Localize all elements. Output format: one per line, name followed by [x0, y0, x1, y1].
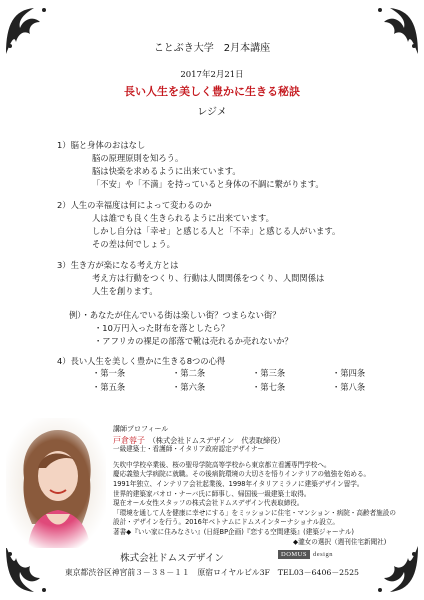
logo-mark: DOMUS: [278, 550, 310, 559]
section-line: しかし自分は「幸せ」と感じる人と「不幸」と感じる人がいます。: [92, 226, 341, 236]
bio-line: 現在オール女性スタッフの株式会社ドムスデザイン代表取締役。: [113, 499, 304, 508]
examples-block: [57, 309, 293, 348]
lecturer-name: 戸倉蓉子: [113, 435, 145, 445]
section-line: その差は何でしょう。: [92, 239, 175, 249]
bio-line: 1991年独立、インテリア会社起業後、1998年イタリアミラノに建築デザイン留学。: [113, 479, 364, 488]
principle-item: ・第三条: [252, 368, 286, 378]
company-name: 株式会社ドムスデザイン: [120, 553, 224, 564]
profile-label: 講師プロフィール: [113, 425, 169, 433]
principles-grid: [92, 367, 392, 393]
bio-line: 慶応義塾大学病院に就職。その後病院環境の大切さを悟りインテリアの勉強を始める。: [113, 470, 371, 479]
section-heading: 3）生き方が楽になる考え方とは: [57, 260, 179, 270]
example-line: ・アフリカの裸足の部落で靴は売れるか売れないか？: [94, 336, 293, 346]
principle-item: ・第五条: [92, 382, 126, 392]
example-line: ・10万円入った財布を落としたら？: [94, 323, 230, 333]
section-1: [57, 139, 324, 191]
course-heading: ことぶき大学 2月本講座: [153, 43, 271, 54]
examples-heading: 例）・あなたが住んでいる街は楽しい街？つまらない街？: [69, 310, 281, 320]
section-line: 「不安」や「不満」を持っていると身体の不調に繋がります。: [92, 179, 324, 189]
lecturer-bio: [113, 461, 396, 547]
bio-line: 「環境を通して人を健康に幸せにする」をミッションに住宅・マンション・病院・高齢者施設の: [113, 508, 396, 517]
principle-item: ・第八条: [332, 382, 366, 392]
section-line: 人は誰でも良く生きられるように出来ています。: [92, 213, 274, 223]
company-address: 東京都渋谷区神宮前３－３８－１１ 原宿ロイヤルビル3F TEL03－6406－2525: [64, 568, 360, 577]
logo-text: design: [312, 550, 333, 558]
section-line: 考え方は行動をつくり、行動は人間関係をつくり、人間関係は: [92, 273, 325, 283]
principle-item: ・第一条: [92, 368, 126, 378]
section-heading: 4）長い人生を美しく豊かに生きる8つの心得: [57, 356, 226, 366]
section-heading: 1）脳と身体のおはなし: [57, 140, 146, 150]
section-2: [57, 199, 340, 251]
section-line: 脳は快楽を求めるように出来ています。: [92, 166, 241, 176]
section-line: 脳の原理原則を知ろう。: [92, 153, 184, 163]
lecture-title: 長い人生を美しく豊かに生きる秘訣: [124, 85, 300, 98]
company-logo: [278, 548, 333, 560]
section-3: [57, 259, 324, 298]
lecturer-profile: [113, 425, 396, 547]
section-line: 人生を創ります。: [92, 286, 158, 296]
bio-line: ◆瀧女の選択（週刊住宅新聞社): [293, 537, 387, 546]
section-heading: 2）人生の幸福度は何によって変わるのか: [57, 200, 212, 210]
lecturer-affiliation: （株式会社ドムスデザイン 代表取締役）: [152, 435, 285, 445]
resume-label: レジメ: [197, 107, 227, 118]
lecturer-photo: [6, 418, 106, 548]
bio-line: 著書◆『いい家に住みなさい』(日経BP企画)『恋する空間建築』(建築ジャーナル): [113, 527, 354, 536]
principle-item: ・第四条: [332, 368, 366, 378]
principle-item: ・第六条: [172, 382, 206, 392]
lecturer-titles: 一級建築士・看護師・イタリア政府認定デザイナー: [113, 445, 265, 454]
lecture-date: 2017年2月21日: [180, 70, 244, 80]
principle-item: ・第七条: [252, 382, 286, 392]
profile-name-line: [113, 436, 396, 446]
principle-item: ・第二条: [172, 368, 206, 378]
bio-line: 世界的建築家パオロ・ナーバ氏に師事し、帰国後一級建築士取得。: [113, 489, 311, 498]
bio-line: 矢吹中学校卒業後、桜の聖母学院高等学校から東京都立看護専門学校へ。: [113, 460, 331, 469]
bio-line: 設計・デザインを行う。2016年ベトナムにドムスインターナショナル設立。: [113, 518, 339, 527]
